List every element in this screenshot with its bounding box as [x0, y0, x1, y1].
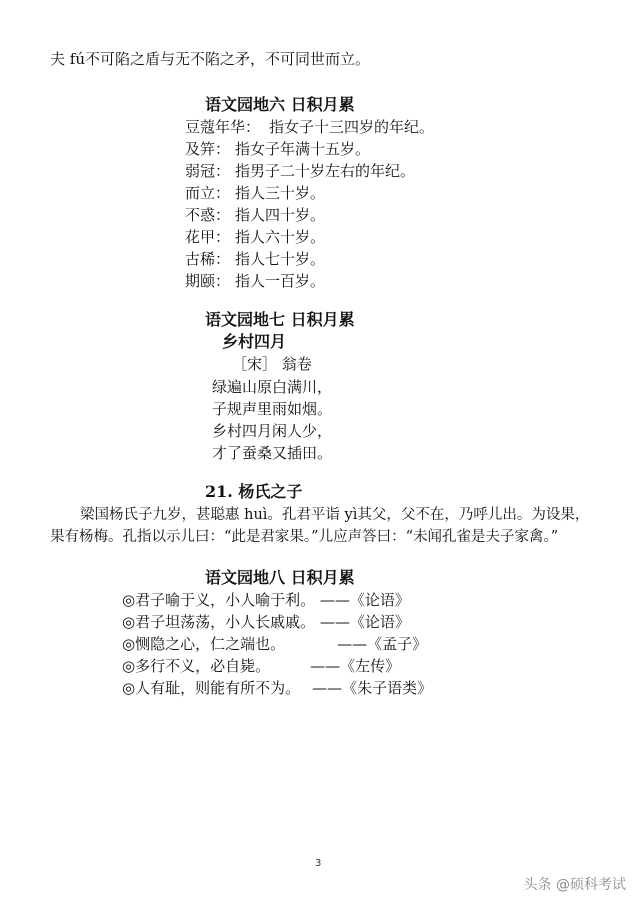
watermark: 头条 @硕科考试 [523, 877, 626, 893]
idiom-def: 指人三十岁。 [235, 184, 326, 202]
idiom-item [185, 161, 415, 181]
quote-text: ◎恻隐之心，仁之端也。 [122, 635, 286, 653]
poem-line: 才了蚕桑又插田。 [212, 444, 333, 462]
lesson21-heading: 21. 杨氏之子 [205, 482, 303, 501]
idiom-term: 古稀： [185, 250, 231, 268]
quote-text: ◎君子坦荡荡，小人长戚戚。 [122, 613, 316, 631]
poem-line: 乡村四月闲人少， [212, 422, 333, 440]
idiom-def: 指人七十岁。 [235, 250, 326, 268]
idiom-term: 弱冠： [185, 162, 231, 180]
idiom-term: 花甲： [185, 228, 231, 246]
idiom-item [185, 271, 325, 291]
quote-item [122, 612, 410, 632]
quote-text: ◎多行不义，必自毙。 [122, 657, 271, 675]
idiom-item [185, 117, 434, 137]
idiom-term: 豆蔻年华： [185, 118, 261, 136]
lesson21-paragraph-line1: 梁国杨氏子九岁，甚聪惠 huì。孔君平诣 yì其父，父不在，乃呼儿出。为设果， [80, 507, 590, 523]
quote-source: ——《左传》 [310, 657, 401, 675]
quote-source: ——《朱子语类》 [312, 679, 433, 697]
idiom-def: 指人四十岁。 [235, 206, 326, 224]
idiom-def: 指女子十三四岁的年纪。 [269, 118, 435, 136]
quote-item [122, 590, 410, 610]
quote-text: ◎人有耻，则能有所不为。 [122, 679, 301, 697]
idiom-item [185, 139, 370, 159]
idiom-item [185, 183, 325, 203]
idiom-def: 指人一百岁。 [235, 272, 326, 290]
quote-source: ——《孟子》 [337, 635, 428, 653]
idiom-item [185, 249, 325, 269]
lesson21-paragraph-line2: 果有杨梅。孔指以示儿曰：“此是君家果。”儿应声答曰：“未闻孔雀是夫子家禽。” [50, 529, 559, 545]
idiom-term: 及笄： [185, 140, 231, 158]
idiom-term: 不惑： [185, 206, 231, 224]
poem-line: 绿遍山原白满川， [212, 378, 333, 396]
quote-item [122, 656, 400, 676]
quote-text: ◎君子喻于义，小人喻于利。 [122, 591, 316, 609]
section7-heading: 语文园地七 日积月累 [205, 310, 355, 329]
idiom-def: 指女子年满十五岁。 [235, 140, 371, 158]
section6-heading: 语文园地六 日积月累 [205, 95, 355, 114]
quote-source: ——《论语》 [319, 613, 410, 631]
quote-item [122, 678, 432, 698]
quote-source: ——《论语》 [319, 591, 410, 609]
idiom-term: 期颐： [185, 272, 231, 290]
idiom-def: 指人六十岁。 [235, 228, 326, 246]
page-number: 3 [315, 858, 322, 869]
poem-author: ［宋］ 翁卷 [232, 355, 312, 373]
quote-item [122, 634, 427, 654]
section8-heading: 语文园地八 日积月累 [205, 568, 355, 587]
poem-line: 子规声里雨如烟。 [212, 400, 333, 418]
idiom-def: 指男子二十岁左右的年纪。 [235, 162, 416, 180]
idiom-item [185, 227, 325, 247]
idiom-item [185, 205, 325, 225]
poem-title: 乡村四月 [222, 332, 287, 351]
top-line: 夫 fú不可陷之盾与无不陷之矛，不可同世而立。 [50, 50, 370, 68]
idiom-term: 而立： [185, 184, 231, 202]
